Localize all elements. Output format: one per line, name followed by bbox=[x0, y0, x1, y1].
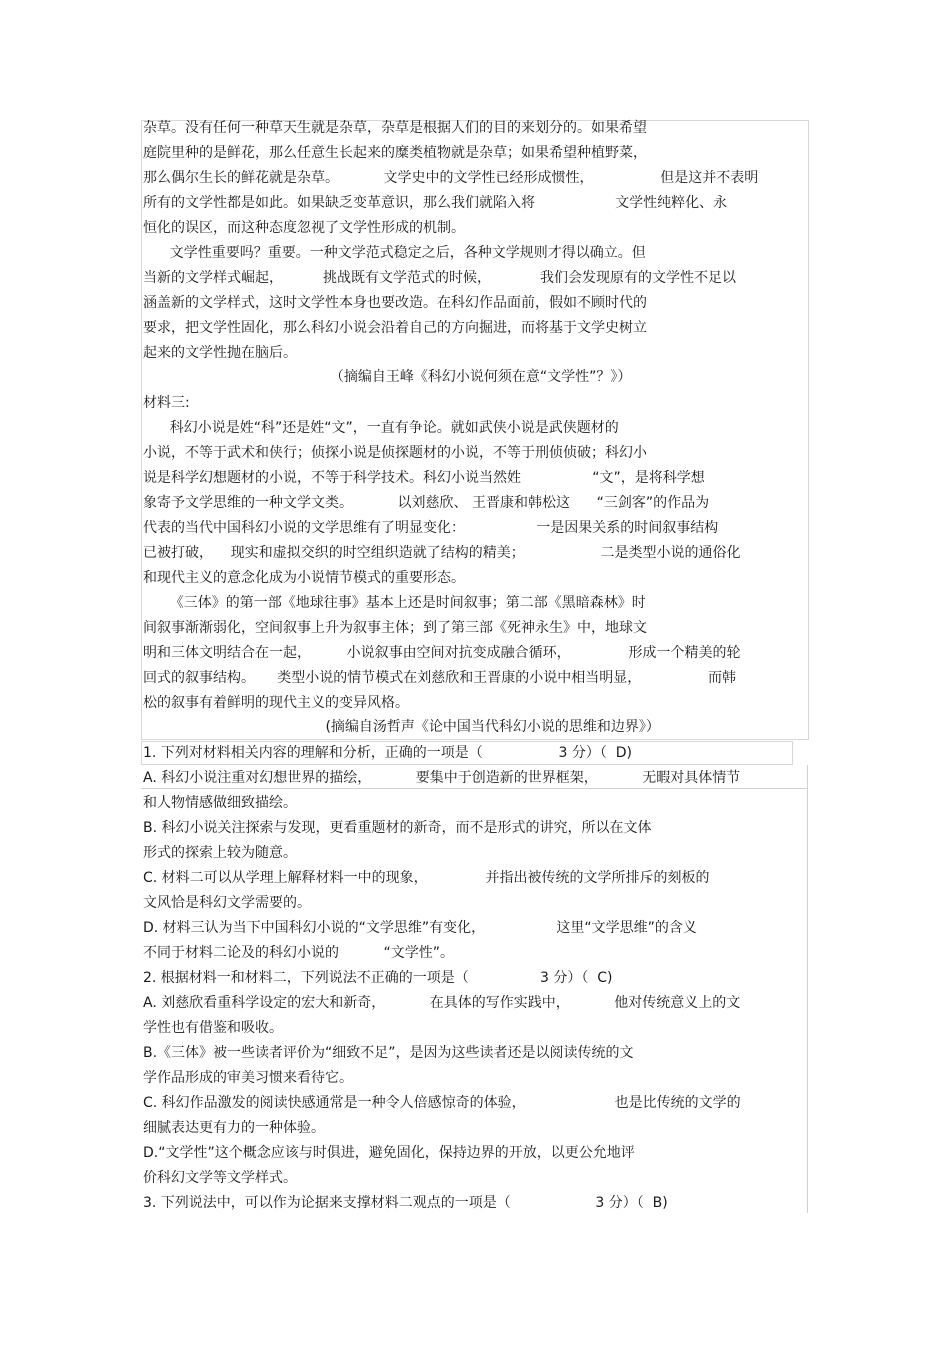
question-line: A. 刘慈欣看重科学设定的宏大和新奇， 在具体的写作实践中， 他对传统意义上的文 bbox=[143, 995, 741, 1011]
passage-line: 杂草。没有任何一种草天生就是杂草，杂草是根据人们的目的来划分的。如果希望 bbox=[143, 120, 647, 136]
passage-line: 象寄予文学思维的一种文学文类。 以刘慈欣、 王晋康和韩松这 “三剑客”的作品为 bbox=[143, 495, 710, 511]
question-line: 和人物情感做细致描绘。 bbox=[143, 795, 297, 811]
question-line: 价科幻文学等文学样式。 bbox=[143, 1170, 297, 1186]
question-line: 3. 下列说法中，可以作为论据来支撑材料二观点的一项是（ 3 分）（ B) bbox=[143, 1195, 668, 1211]
question-line: B. 科幻小说关注探索与发现，更看重题材的新奇，而不是形式的讲究，所以在文体 bbox=[143, 820, 652, 836]
passage-line: 说是科学幻想题材的小说，不等于科学技术。科幻小说当然姓 “文”，是将科学想 bbox=[143, 470, 705, 486]
passage-line: 文学性重要吗？重要。一种文学范式稳定之后，各种文学规则才得以确立。但 bbox=[143, 245, 646, 261]
question-line: A. 科幻小说注重对幻想世界的描绘， 要集中于创造新的世界框架， 无暇对具体情节 bbox=[143, 770, 741, 786]
question-line: 形式的探索上较为随意。 bbox=[143, 845, 297, 861]
passage-line: 代表的当代中国科幻小说的文学思维有了明显变化： 一是因果关系的时间叙事结构 bbox=[143, 520, 719, 536]
passage-line: 所有的文学性都是如此。如果缺乏变革意识，那么我们就陷入将 文学性纯粹化、永 bbox=[143, 195, 728, 211]
passage-line: 那么偶尔生长的鲜花就是杂草。 文学史中的文学性已经形成惯性， 但是这并不表明 bbox=[143, 170, 759, 186]
passage-line: 当新的文学样式崛起， 挑战既有文学范式的时候， 我们会发现原有的文学性不足以 bbox=[143, 270, 737, 286]
passage-line: 间叙事渐渐弱化，空间叙事上升为叙事主体；到了第三部《死神永生》中，地球文 bbox=[143, 620, 647, 636]
question-line: 细腻表达更有力的一种体验。 bbox=[143, 1120, 325, 1136]
question-line: 文风恰是科幻文学需要的。 bbox=[143, 895, 311, 911]
passage-line: 恒化的误区，而这种态度忽视了文学性形成的机制。 bbox=[143, 220, 465, 236]
question-line: 学性也有借鉴和吸收。 bbox=[143, 1020, 283, 1036]
passage-line: 已被打破， 现实和虚拟交织的时空组织造就了结构的精美； 二是类型小说的通俗化 bbox=[143, 545, 741, 561]
question-line: 1. 下列对材料相关内容的理解和分析，正确的一项是（ 3 分）（ D) bbox=[143, 745, 632, 761]
passage-line: 涵盖新的文学样式，这时文学性本身也要改造。在科幻作品面前，假如不顾时代的 bbox=[143, 295, 647, 311]
passage-line: 和现代主义的意念化成为小说情节模式的重要形态。 bbox=[143, 570, 465, 586]
question-line: 不同于材料二论及的科幻小说的 “文学性”。 bbox=[143, 945, 455, 961]
question-line: B.《三体》被一些读者评价为“细致不足”，是因为这些读者还是以阅读传统的文 bbox=[143, 1045, 634, 1061]
passage-line: 《三体》的第一部《地球往事》基本上还是时间叙事；第二部《黑暗森林》时 bbox=[143, 595, 646, 611]
divider-line bbox=[141, 788, 807, 789]
passage-line: 明和三体文明结合在一起， 小说叙事由空间对抗变成融合循环， 形成一个精美的轮 bbox=[143, 645, 741, 661]
question-line: D. 材料三认为当下中国科幻小说的“文学思维”有变化， 这里“文学思维”的含义 bbox=[143, 920, 697, 936]
passage-line: （摘编自王峰《科幻小说何须在意“文学性”？》） bbox=[143, 369, 632, 385]
passage-line: 要求，把文学性固化，那么科幻小说会沿着自己的方向掘进，而将基于文学史树立 bbox=[143, 320, 647, 336]
question-line: 2. 根据材料一和材料二，下列说法不正确的一项是（ 3 分）（ C) bbox=[143, 970, 613, 986]
right-margin-line bbox=[807, 765, 808, 1213]
question-line: D.“文学性”这个概念应该与时俱进，避免固化，保持边界的开放，以更公允地评 bbox=[143, 1145, 635, 1161]
passage-line: 科幻小说是姓“科”还是姓“文”，一直有争论。就如武侠小说是武侠题材的 bbox=[143, 420, 619, 436]
question-line: C. 科幻作品激发的阅读快感通常是一种令人倍感惊奇的体验， 也是比传统的文学的 bbox=[143, 1095, 741, 1111]
passage-line: 松的叙事有着鲜明的现代主义的变异风格。 bbox=[143, 695, 409, 711]
passage-line: (摘编自汤哲声《论中国当代科幻小说的思维和边界》） bbox=[143, 719, 660, 735]
question-line: 学作品形成的审美习惯来看待它。 bbox=[143, 1070, 353, 1086]
passage-line: 材料三: bbox=[143, 395, 190, 411]
passage-line: 小说，不等于武术和侠行；侦探小说是侦探题材的小说，不等于刑侦侦破；科幻小 bbox=[143, 445, 647, 461]
passage-line: 回式的叙事结构。 类型小说的情节模式在刘慈欣和王晋康的小说中相当明显， 而韩 bbox=[143, 670, 737, 686]
passage-line: 起来的文学性抛在脑后。 bbox=[143, 345, 297, 361]
question-line: C. 材料二可以从学理上解释材料一中的现象， 并指出被传统的文学所排斥的刻板的 bbox=[143, 870, 710, 886]
passage-line: 庭院里种的是鲜花，那么任意生长起来的糜类植物就是杂草；如果希望种植野菜， bbox=[143, 145, 647, 161]
